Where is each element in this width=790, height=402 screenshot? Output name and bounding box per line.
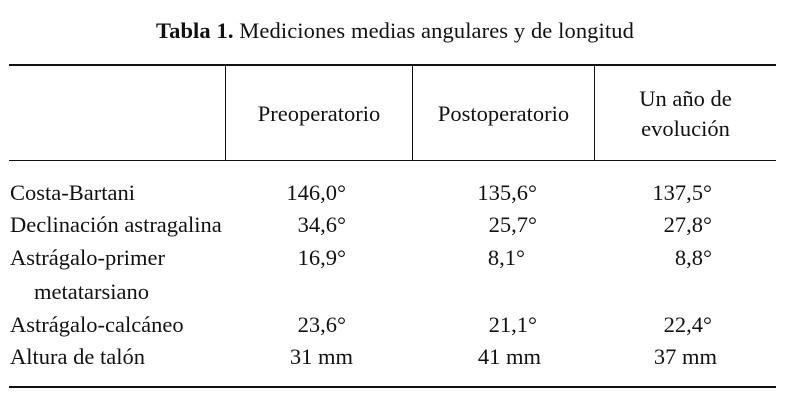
- cell-year: 27,8°: [663, 212, 712, 237]
- cell-pre: 31 mm: [289, 344, 353, 369]
- cell-post: 41 mm: [477, 344, 541, 369]
- cell-pre: 146,0°: [286, 180, 346, 205]
- cell-year: 37 mm: [653, 344, 717, 369]
- top-rule: [9, 64, 776, 66]
- row-label-astragalo-primer: Astrágalo-primer: [10, 245, 165, 270]
- cell-post: 25,7°: [488, 212, 537, 237]
- header-preoperatorio: Preoperatorio: [257, 101, 381, 126]
- cell-year: 22,4°: [663, 312, 712, 337]
- table-caption: [0, 18, 790, 44]
- row-label-metatarsiano: metatarsiano: [34, 279, 149, 304]
- cell-post: 8,1°: [487, 245, 525, 270]
- row-label-declinacion-astragalina: Declinación astragalina: [10, 212, 222, 237]
- cell-pre: 23,6°: [297, 312, 346, 337]
- cell-post: 21,1°: [488, 312, 537, 337]
- caption-text: Mediciones medias angulares y de longitud: [239, 18, 634, 43]
- row-label-altura-de-talon: Altura de talón: [10, 344, 145, 369]
- cell-post: 135,6°: [477, 180, 537, 205]
- row-label-costa-bartani: Costa-Bartani: [10, 180, 135, 205]
- header-un-ano-de-evolucion: [595, 84, 776, 144]
- cell-year: 8,8°: [674, 245, 712, 270]
- cell-pre: 34,6°: [297, 212, 346, 237]
- caption-label: Tabla 1.: [156, 18, 234, 43]
- bottom-rule: [9, 386, 776, 388]
- header-line-1: Un año de: [639, 86, 732, 111]
- cell-year: 137,5°: [652, 180, 712, 205]
- header-line-2: evolución: [641, 116, 730, 141]
- cell-pre: 16,9°: [297, 245, 346, 270]
- header-rule: [9, 160, 776, 161]
- row-label-astragalo-calcaneo: Astrágalo-calcáneo: [10, 312, 184, 337]
- header-postoperatorio: Postoperatorio: [437, 101, 570, 126]
